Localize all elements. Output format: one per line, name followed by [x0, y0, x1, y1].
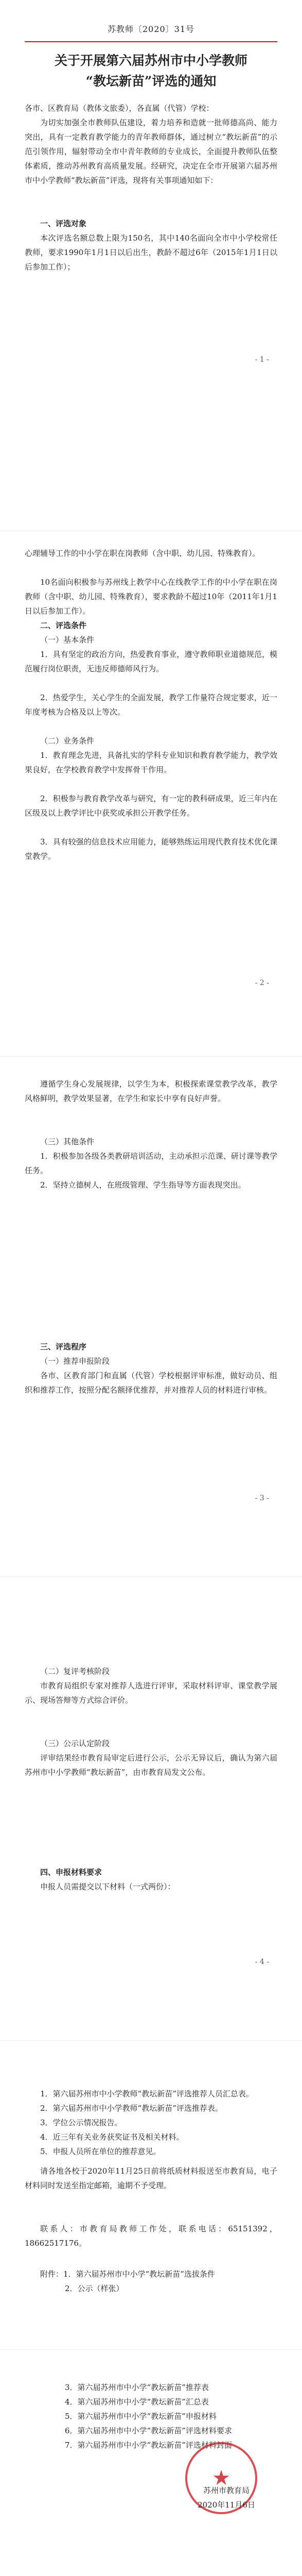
page-separator [0, 1056, 302, 1057]
section-2-heading: 二、评选条件 [40, 621, 87, 630]
section-3-sub-3: （三）公示认定阶段 [40, 1739, 110, 1748]
seal-star-icon: ★ [212, 2466, 230, 2490]
page-number-4: - 4 - [255, 1958, 269, 1966]
section-2-para-1: 1．具有坚定的政治方向，热爱教育事业，遵守教师职业道德规范，模范履行岗位职责，无违反师德师风行为。 [25, 650, 277, 673]
attachment-item: 6．第六届苏州市中小学“教坛新苗”评选材料要求 [65, 2426, 232, 2435]
section-1-para-3: 10名面向积极参与苏州线上教学中心在线教学工作的中小学在职在岗教师（含中职、幼儿园、特殊教育），要求教龄不超过10年（2011年1月1日以后参加工作）。 [25, 578, 277, 616]
section-2-para-8: 2．坚持立德树人，在班级管理、学生指导等方面表现突出。 [40, 1180, 246, 1190]
signer: 苏州市教育局 [203, 2486, 250, 2495]
section-4-para-3: 2．第六届苏州市中小学教师“教坛新苗”评选推荐表。 [40, 2104, 223, 2113]
section-2-para-6: 遵循学生身心发展规律，以学生为本，积极探索课堂教学改革，教学风格鲜明，教学效果显著，在学生和家长中享有良好声誉。 [25, 1079, 277, 1103]
section-4-para-8: 联系人：市教育局教师工作处，联系电话：65151392，18662517176。 [25, 2224, 277, 2248]
attachment-item: 3．第六届苏州市中小学“教坛新苗”推荐表 [65, 2383, 209, 2392]
section-3-heading: 三、评选程序 [40, 1342, 87, 1351]
document-title-line2: “教坛新苗”评选的通知 [85, 74, 217, 89]
section-1-para-1: 本次评选名额总数上限为150名，其中140名面向全市中小学校常任教师，要求1990年1月1日以后出生，教龄不超过6年（2015年1月1日以后参加工作）； [25, 233, 277, 272]
section-4-heading: 四、申报材料要求 [40, 1868, 102, 1877]
intro-paragraph: 为切实加强全市教师队伍建设，着力培养和造就一批师德高尚、能力突出，具有一定教育教学能力的青年教师群体，通过树立“教坛新苗”的示范引领作用，辐射带动全市中青年教师的专业成长，全面提升教师队伍整体素质，推动苏州教育高质量发展。经研究，决定在全市开展第六届苏州市中小学教师“教坛新苗”评选，现将有关事项通知如下： [25, 118, 277, 185]
section-3-para-3: 评审结果经市教育局审定后进行公示，公示无异议后，确认为第六届苏州市中小学教师“教坛新苗”，由市教育局发文公布。 [25, 1753, 277, 1777]
section-2-sub-1: （一）基本条件 [40, 635, 95, 645]
document-number: 苏教师〔2020〕31号 [107, 24, 195, 34]
section-4-para-5: 4．近三年有关业务获奖证书及相关材料。 [40, 2132, 184, 2142]
section-2-para-4: 2．积极参与教育教学改革与研究，有一定的教科研成果，近三年内在区级及以上教学评比中获奖或承担公开教学任务。 [25, 794, 277, 818]
attachment-label: 附件：1．第六届苏州市中小学“教坛新苗”选拔条件 [40, 2269, 215, 2279]
section-4-para-7: 请各地各校于2020年11月25日前将纸质材料报送至市教育局，电子材料同时发送至指定邮箱，逾期不予受理。 [25, 2166, 277, 2190]
section-3-para-1: 各市、区教育部门和直属（代管）学校根据评审标准，做好动员、组织和推荐工作，按照分配名额择优推荐，并对推荐人员的材料进行审核。 [25, 1371, 277, 1395]
section-2-para-7: 1．积极参加各级各类教研培训活动，主动承担示范课、研讨课等教学任务。 [25, 1151, 277, 1175]
section-4-para-1: 申报人员需提交以下材料（一式两份）： [40, 1882, 175, 1891]
attachment-item-2: 2．公示（样张） [65, 2284, 124, 2293]
page-number-1: - 1 - [255, 355, 269, 364]
section-2-sub-3: （三）其他条件 [40, 1137, 95, 1146]
page-number-3: - 3 - [255, 1494, 269, 1502]
section-3-sub-1: （一）推荐申报阶段 [40, 1357, 110, 1366]
section-3-sub-2: （二）复评考核阶段 [40, 1667, 110, 1676]
issue-date: 2020年11月6日 [198, 2500, 255, 2510]
section-1-para-2: 心理辅导工作的中小学在职在岗教师（含中职、幼儿园、特殊教育）。 [25, 549, 260, 558]
page-number-2: - 2 - [255, 979, 269, 987]
greeting: 各市、区教育局（教体文旅委），各直属（代管）学校： [25, 104, 214, 113]
page-separator [0, 2349, 302, 2350]
section-2-para-2: 2．热爱学生，关心学生的全面发展，教学工作量符合规定要求，近一年度考核为合格及以上等次。 [25, 693, 277, 717]
attachment-item: 7．第六届苏州市中小学“教坛新苗”评选材料封面 [65, 2441, 232, 2450]
section-2-para-5: 3．具有较强的信息技术应用能力，能够熟练运用现代教育技术优化课堂教学。 [25, 837, 277, 861]
section-2-para-3: 1．教育理念先进，具备扎实的学科专业知识和教育教学能力，教学效果良好，在学校教育教学中发挥骨干作用。 [25, 751, 277, 774]
section-2-sub-2: （二）业务条件 [40, 736, 95, 745]
section-4-para-6: 5．申报人员所在单位的推荐意见。 [40, 2147, 161, 2156]
attachment-item: 4．第六届苏州市中小学“教坛新苗”汇总表 [65, 2397, 209, 2406]
section-4-para-4: 3．学位公示情况报告。 [40, 2118, 122, 2127]
red-header-rule [25, 41, 277, 42]
section-4-para-2: 1．第六届苏州市中小学教师“教坛新苗”评选推荐人员汇总表。 [40, 2089, 254, 2098]
section-1-heading: 一、评选对象 [40, 219, 87, 228]
document-title-line1: 关于开展第六届苏州市中小学教师 [54, 53, 247, 68]
section-3-para-2: 市教育局组织专家对推荐人选进行评审，采取材料评审、课堂教学展示、现场答辩等方式综合评价。 [25, 1681, 277, 1705]
page-separator [0, 2040, 302, 2041]
attachment-item: 5．第六届苏州市中小学“教坛新苗”申报材料 [65, 2412, 217, 2421]
